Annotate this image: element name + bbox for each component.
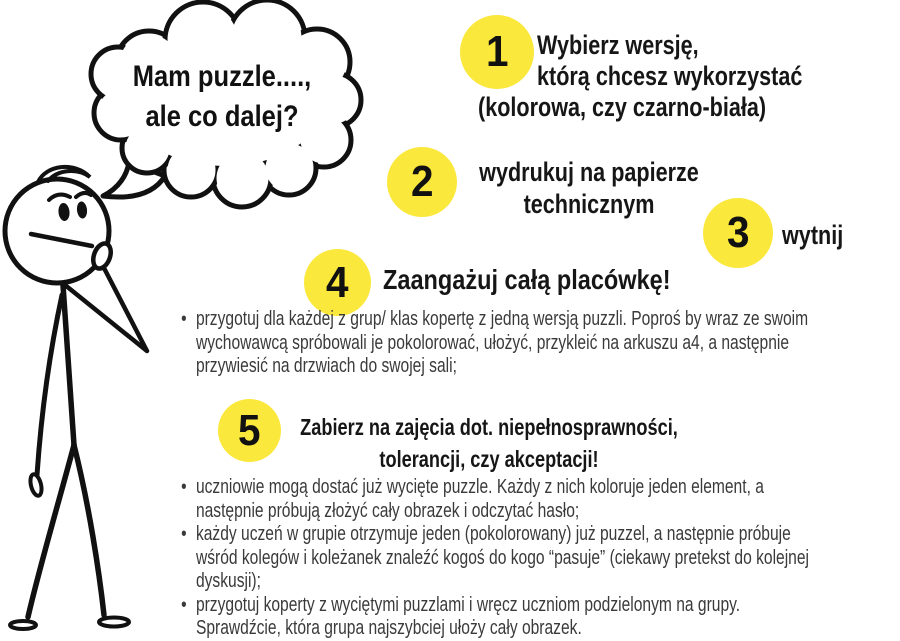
step-4-bullet-list xyxy=(178,308,880,379)
step-3-badge xyxy=(703,198,773,268)
step-2-heading-line-1: wydrukuj na papierze xyxy=(479,157,699,187)
bullet-line: • przygotuj koperty z wyciętymi puzzlami i wręcz uczniom podzielonym na grupy. xyxy=(195,593,741,616)
bullet-line: dyskusji); xyxy=(195,570,261,592)
step-2-heading-line-2: technicznym xyxy=(523,189,655,219)
bullet-line: przywiesić na drzwiach do swojej sali; xyxy=(195,355,457,377)
step-3-number: 3 xyxy=(726,208,750,257)
step-4-heading: Zaangażuj całą placówkę! xyxy=(383,264,671,295)
step-5-heading-line-2: tolerancji, czy akceptacji! xyxy=(379,446,599,472)
step-1-number: 1 xyxy=(485,27,509,76)
bubble-line-2: ale co dalej? xyxy=(145,100,299,133)
bullet-line: • uczniowie mogą dostać już wycięte puzzle. Każdy z nich koloruje jeden element, a xyxy=(195,476,764,498)
step-1-badge xyxy=(460,15,534,89)
step-1-heading-line-2: którą chcesz wykorzystać xyxy=(537,61,803,91)
step-5-heading-line-1: Zabierz na zajęcia dot. niepełnosprawności, xyxy=(300,414,678,440)
step-2-number: 2 xyxy=(410,157,434,206)
step-2-badge xyxy=(387,147,457,217)
list-item xyxy=(178,476,880,523)
thought-bubble-text xyxy=(112,57,333,137)
step-5-number: 5 xyxy=(238,405,261,455)
step-1-heading-line-1: Wybierz wersję, xyxy=(537,30,699,60)
bullet-line: wśród kolegów i koleżanek znaleźć kogoś do kogo “pasuje” (ciekawy pretekst do kolejnej xyxy=(195,546,809,569)
step-4-badge xyxy=(304,249,371,316)
step-1-heading-line-3: (kolorowa, czy czarno-biała) xyxy=(478,92,767,122)
list-item xyxy=(178,523,880,594)
step-5-heading xyxy=(268,411,710,475)
bullet-line: • przygotuj dla każdej z grup/ klas kopertę z jedną wersją puzzli. Poproś by wraz ze swoim xyxy=(195,308,809,330)
step-2-heading xyxy=(469,156,709,220)
step-5-bullet-list xyxy=(178,476,880,641)
list-item xyxy=(178,594,880,641)
step-3-heading: wytnij xyxy=(782,220,844,250)
thinking-stick-figure-icon xyxy=(0,155,200,636)
bullet-line: Sprawdźcie, która grupa najszybciej ułoży cały obrazek. xyxy=(195,617,582,639)
list-item xyxy=(178,308,880,379)
bullet-line: wychowawcą spróbowali je pokolorować, ułożyć, przykleić na arkuszu a4, a następnie xyxy=(195,331,790,354)
step-4-number: 4 xyxy=(326,257,349,307)
bubble-line-1: Mam puzzle...., xyxy=(132,60,312,93)
bullet-line: • każdy uczeń w grupie otrzymuje jeden (pokolorowany) już puzzel, a następnie próbuje xyxy=(195,523,791,545)
bullet-line: następnie próbują złożyć cały obrazek i odczytać hasło; xyxy=(195,499,580,522)
